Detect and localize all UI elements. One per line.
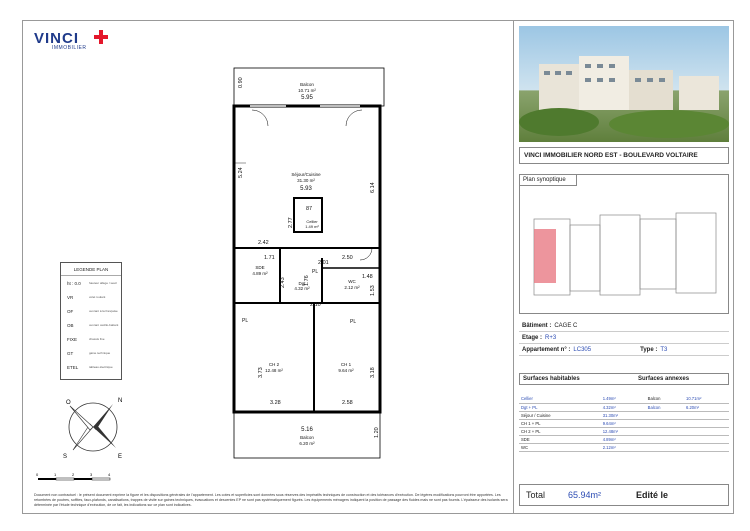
svg-text:2.01: 2.01: [318, 260, 329, 266]
logo-mark-icon: [94, 30, 108, 44]
svg-text:6.20 m²: 6.20 m²: [299, 441, 315, 446]
svg-text:PL: PL: [242, 318, 249, 324]
table-row: WC 2.12m²: [519, 443, 729, 451]
svg-text:Cellier: Cellier: [306, 219, 318, 224]
surfaces-table: [519, 373, 729, 468]
svg-text:WC: WC: [348, 279, 356, 284]
svg-text:Balcon: Balcon: [300, 82, 314, 87]
surf-ann-heading: Surfaces annexes: [638, 376, 690, 382]
svg-text:1.49 m²: 1.49 m²: [305, 224, 319, 229]
vinci-logo: [34, 30, 124, 52]
surfaces-rows: [519, 395, 729, 452]
svg-text:3: 3: [90, 472, 93, 477]
compass-o: O: [66, 400, 71, 406]
table-row: Dgt + PL 4.32m² Balcon 6.20m²: [519, 403, 729, 411]
svg-text:5.93: 5.93: [300, 186, 312, 192]
compass-rose-icon: [58, 392, 128, 462]
svg-text:1.76: 1.76: [304, 275, 310, 286]
surf-hab-heading: Surfaces habitables: [523, 376, 580, 382]
logo-word: VINCI: [34, 30, 80, 47]
svg-text:4.32 m²: 4.32 m²: [294, 286, 310, 291]
total-label: Total: [526, 490, 546, 500]
svg-text:9.64 m²: 9.64 m²: [338, 368, 354, 373]
table-row: SDE 4.89m²: [519, 435, 729, 443]
synoptic-plan: [520, 175, 728, 313]
logo-sub: IMMOBILIER: [52, 45, 87, 51]
legend-row: ht : 0.0 hauteur allège / seuil: [67, 280, 117, 286]
svg-text:4: 4: [108, 472, 111, 477]
legend-row: ETEL tableau électrique: [67, 364, 113, 370]
svg-text:10.71 m²: 10.71 m²: [298, 88, 316, 93]
etage-row: Etage : R+3: [519, 333, 729, 344]
svg-text:CH 2: CH 2: [268, 362, 280, 367]
compass-s: S: [63, 454, 68, 460]
svg-text:3.73: 3.73: [258, 367, 264, 378]
svg-text:1.53: 1.53: [370, 285, 376, 296]
building-photo: [519, 26, 729, 142]
plan-legend: [60, 262, 122, 380]
svg-text:1.71: 1.71: [264, 255, 275, 261]
svg-text:0: 0: [36, 472, 39, 477]
svg-text:PL: PL: [312, 269, 319, 275]
apartment-highlight: [534, 229, 556, 283]
svg-text:2.43: 2.43: [280, 277, 286, 288]
svg-text:0.90: 0.90: [238, 77, 244, 88]
scale-bar: [36, 470, 116, 484]
legend-row: GT gaine technique: [67, 350, 111, 356]
table-row: Cellier 1.49m² Balcon 10.71m²: [519, 395, 729, 403]
batiment-row: Bâtiment : CAGE C: [519, 321, 729, 332]
svg-text:1.20: 1.20: [374, 427, 380, 438]
disclaimer-text: Document non contractuel : le présent document exprime la figure et les dispositions générales de l'appartement. Les cotes et superficies sont données sous réserves des impératifs techniques de construction et des tolérances d'exécution. De légères modifications pourront être apportées. Les retombées de poutres, soffites, faux-plafonds, canalisations, trappes de visite sur gaines techniques, évacuations et descentes EP ne sont pas systématiquement figurés. Les équipements ménagers indiquent la position de passage des fluides mais ne sont pas fournis. L'épaisseur des isolants sera déterminée par l'étude technique d'exécution, de ce fait, les indications sur ce plan sont indicatives.: [34, 493, 508, 507]
svg-text:2.58: 2.58: [342, 400, 353, 406]
svg-text:5.24: 5.24: [238, 167, 244, 178]
svg-text:SDE: SDE: [255, 265, 265, 270]
total-value: 65.94m²: [568, 490, 602, 500]
svg-text:Dgt: Dgt: [298, 281, 306, 286]
svg-text:Séjour/Cuisine: Séjour/Cuisine: [291, 172, 321, 177]
legend-row: OF ouvrant à la française: [67, 308, 118, 314]
floor-plan: [222, 38, 392, 463]
svg-text:PL: PL: [350, 319, 357, 325]
appartement-row: Appartement n° : LC305 Type : T3: [519, 345, 729, 356]
table-row: Séjour / Cuisine 31.30m²: [519, 411, 729, 419]
svg-text:31.30 m²: 31.30 m²: [297, 178, 315, 183]
synoptic-label: Plan synoptique: [519, 174, 577, 186]
svg-text:2.50: 2.50: [342, 255, 353, 261]
svg-text:2.42: 2.42: [258, 240, 269, 246]
legend-row: VR volet roulant: [67, 294, 106, 300]
svg-text:5.16: 5.16: [301, 427, 313, 433]
compass-n: N: [118, 398, 123, 404]
svg-text:2.10: 2.10: [310, 302, 321, 308]
table-row: CH 2 + PL 12.48m²: [519, 427, 729, 435]
svg-text:2.77: 2.77: [288, 217, 294, 228]
svg-text:2.12 m²: 2.12 m²: [344, 285, 360, 290]
svg-text:12.48 m²: 12.48 m²: [265, 368, 283, 373]
svg-text:3.28: 3.28: [270, 400, 281, 406]
table-row: CH 1 + PL 9.64m²: [519, 419, 729, 427]
svg-text:87: 87: [306, 206, 313, 212]
svg-text:Balcon: Balcon: [300, 435, 314, 440]
svg-text:5.95: 5.95: [301, 95, 313, 101]
total-row: [519, 484, 729, 506]
legend-title: LEGENDE PLAN: [61, 263, 121, 276]
compass-e: E: [118, 454, 123, 460]
edite-label: Edité le: [636, 490, 669, 500]
project-title: VINCI IMMOBILIER NORD EST - BOULEVARD VOLTAIRE: [519, 147, 729, 164]
svg-text:CH 1: CH 1: [340, 362, 352, 367]
svg-text:2: 2: [72, 472, 75, 477]
svg-text:1: 1: [54, 472, 57, 477]
legend-row: FIXE chassis fixe: [67, 336, 105, 342]
synoptic-box: [519, 174, 729, 314]
legend-row: OB ouvrant oscillo-battant: [67, 322, 119, 328]
svg-text:6.14: 6.14: [370, 182, 376, 193]
svg-text:1.48: 1.48: [362, 274, 373, 280]
svg-text:3.18: 3.18: [370, 367, 376, 378]
svg-text:4.89 m²: 4.89 m²: [252, 271, 268, 276]
building-illustration-icon: [519, 26, 729, 142]
